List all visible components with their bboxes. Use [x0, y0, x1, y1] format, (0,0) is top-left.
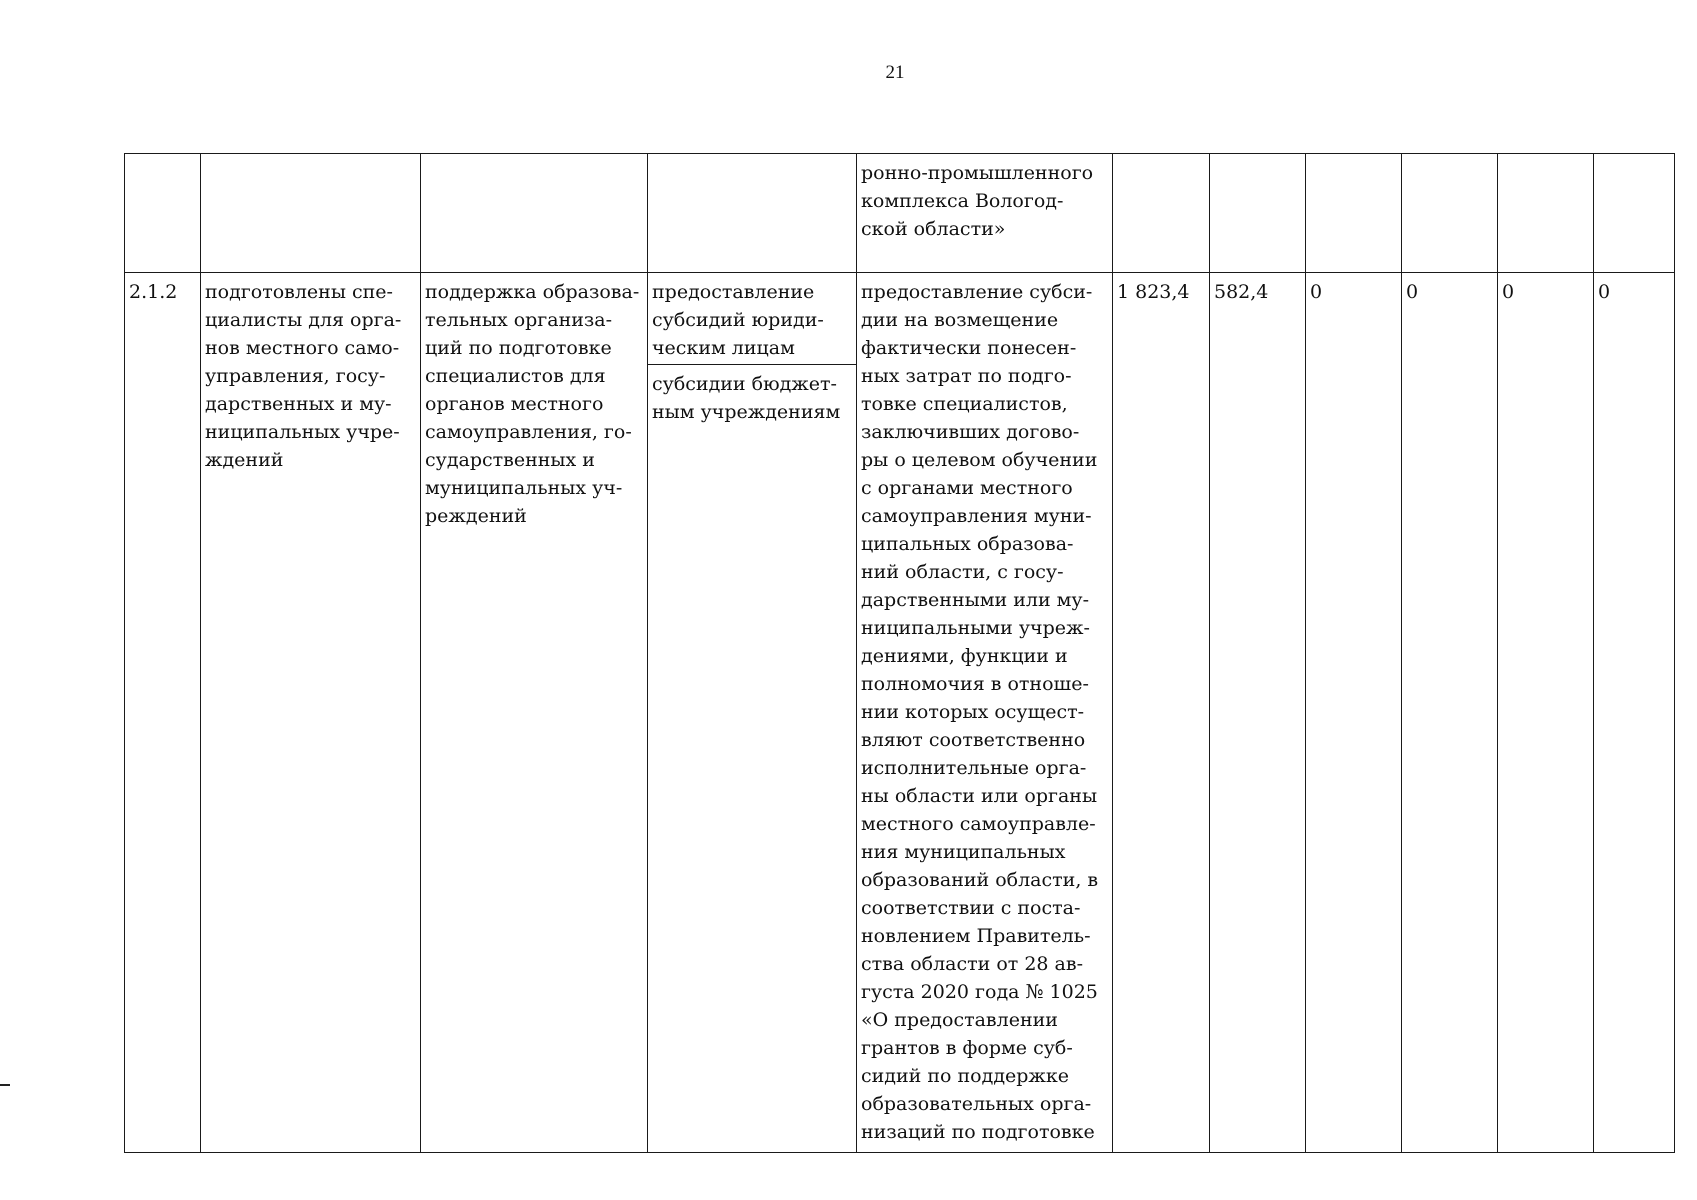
measure-cell: [421, 273, 648, 1153]
text-line: нии которых осущест-: [861, 701, 1085, 723]
text-line: соответствии с поста-: [861, 897, 1081, 919]
program-measures-table: [124, 153, 1675, 1153]
text-line: грантов в форме суб-: [861, 1037, 1073, 1059]
text-line: образований области, в: [861, 869, 1099, 891]
text-line: ций по подготовке: [425, 337, 612, 359]
text-line: самоуправления, го-: [425, 421, 632, 443]
text-line: густа 2020 года № 1025: [861, 981, 1098, 1003]
mechanism-legal-entities: [648, 273, 856, 364]
text-line: полномочия в отноше-: [861, 673, 1089, 695]
text-line: с органами местного: [861, 477, 1073, 499]
text-line: исполнительные орга-: [861, 757, 1087, 779]
value-cell: 0: [1594, 273, 1675, 1153]
text-line: вляют соответственно: [861, 729, 1086, 751]
table-cell-empty: [1402, 154, 1498, 273]
text-line: тельных организа-: [425, 309, 613, 331]
value-cell: 1 823,4: [1113, 273, 1210, 1153]
text-line: муниципальных уч-: [425, 477, 623, 499]
text-line: образовательных орга-: [861, 1093, 1092, 1115]
value-cell: 0: [1498, 273, 1594, 1153]
text-line: органов местного: [425, 393, 604, 415]
table-cell-empty: [1306, 154, 1402, 273]
text-line: ным учреждениям: [652, 401, 841, 423]
text-line: ния муниципальных: [861, 841, 1066, 863]
description-cell: [857, 273, 1113, 1153]
mechanism-budget-institutions: [648, 364, 856, 428]
text-line: ской области»: [861, 218, 1006, 240]
text-line: дарственными или му-: [861, 589, 1090, 611]
text-line: ры о целевом обучении: [861, 449, 1098, 471]
text-line: новлением Правитель-: [861, 925, 1091, 947]
text-line: циалисты для орга-: [205, 309, 402, 331]
text-line: товке специалистов,: [861, 393, 1068, 415]
table-cell-empty: [421, 154, 648, 273]
row-number-cell: 2.1.2: [125, 273, 201, 1153]
text-line: ных затрат по подго-: [861, 365, 1072, 387]
text-line: предоставление субси-: [861, 281, 1093, 303]
text-line: предоставление: [652, 281, 815, 303]
value-cell: 0: [1306, 273, 1402, 1153]
text-line: заключивших догово-: [861, 421, 1080, 443]
text-line: управления, госу-: [205, 365, 386, 387]
text-line: реждений: [425, 505, 527, 527]
text-line: сидий по поддержке: [861, 1065, 1070, 1087]
text-line: ства области от 28 ав-: [861, 953, 1083, 975]
result-cell: [201, 273, 421, 1153]
text-line: поддержка образова-: [425, 281, 640, 303]
table-cell-empty: [125, 154, 201, 273]
page-number: 21: [885, 62, 905, 83]
value-cell: 0: [1402, 273, 1498, 1153]
text-line: низаций по подготовке: [861, 1121, 1095, 1143]
text-line: фактически понесен-: [861, 337, 1077, 359]
text-line: субсидий юриди-: [652, 309, 824, 331]
text-line: дарственных и му-: [205, 393, 392, 415]
text-line: дии на возмещение: [861, 309, 1059, 331]
table-cell-empty: [1498, 154, 1594, 273]
text-line: ниципальных учре-: [205, 421, 400, 443]
text-line: сударственных и: [425, 449, 595, 471]
text-line: специалистов для: [425, 365, 606, 387]
text-line: самоуправления муни-: [861, 505, 1092, 527]
table-cell-empty: [648, 154, 857, 273]
continued-description-cell: [857, 154, 1113, 273]
text-line: «О предоставлении: [861, 1009, 1058, 1031]
text-line: ческим лицам: [652, 337, 795, 359]
text-line: местного самоуправле-: [861, 813, 1096, 835]
scan-margin-mark: [0, 1084, 10, 1086]
mechanism-cell: [648, 273, 857, 1153]
text-line: ны области или органы: [861, 785, 1098, 807]
text-line: нов местного само-: [205, 337, 400, 359]
value-cell: 582,4: [1210, 273, 1306, 1153]
text-line: ждений: [205, 449, 284, 471]
table-cell-empty: [201, 154, 421, 273]
text-line: ниципальными учреж-: [861, 617, 1090, 639]
table-row-continued: [125, 154, 1675, 273]
text-line: подготовлены спе-: [205, 281, 393, 303]
table-cell-empty: [1594, 154, 1675, 273]
text-line: субсидии бюджет-: [652, 373, 837, 395]
text-line: ний области, с госу-: [861, 561, 1064, 583]
table-row-2-1-2: [125, 273, 1675, 1153]
text-line: комплекса Вологод-: [861, 190, 1064, 212]
text-line: ронно-промышленного: [861, 162, 1094, 184]
table-cell-empty: [1113, 154, 1210, 273]
table-cell-empty: [1210, 154, 1306, 273]
text-line: дениями, функции и: [861, 645, 1068, 667]
text-line: ципальных образова-: [861, 533, 1074, 555]
